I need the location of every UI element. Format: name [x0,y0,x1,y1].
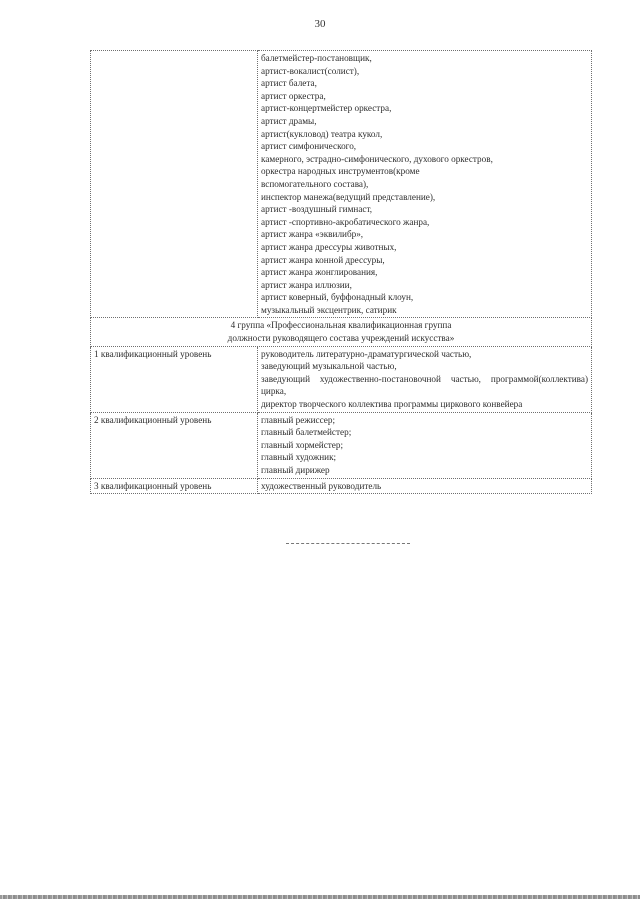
position-item: артист оркестра, [261,90,326,101]
table-row [91,412,592,478]
level-label: 3 квалификационный уровень [91,478,258,494]
positions-cell [258,51,592,318]
position-item: главный художник; [261,452,337,463]
table-row [91,51,592,318]
position-item: артист-вокалист(солист), [261,65,360,76]
position-item: главный дирижер [261,465,330,475]
position-item: главный хормейстер; [261,439,344,450]
position-item: художественный руководитель [261,480,382,491]
position-item: артист драмы, [261,115,317,126]
qualification-table [90,50,592,494]
group-header-row [91,318,592,346]
table-row [91,346,592,412]
group-header [91,318,592,346]
positions-cell [258,346,592,412]
position-item: вспомогательного состава), [261,178,369,189]
positions-cell [258,478,592,494]
position-item: артист симфонического, [261,141,357,152]
position-item: заведующий музыкальной частью, [261,361,397,372]
position-item: главный режиссер; [261,414,336,425]
group-header-line2: должности руководящего состава учреждений искусства» [227,333,455,344]
position-item: артист -воздушный гимнаст, [261,204,373,215]
end-rule [286,543,410,544]
position-item: артист-концертмейстер оркестра, [261,103,392,114]
position-item: руководитель литературно-драматургической частью, [261,348,472,359]
position-item: артист -спортивно-акробатического жанра, [261,216,430,227]
position-item: инспектор манежа(ведущий представление), [261,191,436,202]
position-item: артист жанра дрессуры животных, [261,241,397,252]
position-item: артист(кукловод) театра кукол, [261,128,383,139]
position-item: главный балетмейстер; [261,427,352,438]
position-item: артист жанра иллюзии, [261,279,352,290]
position-item: артист балета, [261,78,317,89]
positions-cell [258,412,592,478]
position-item: камерного, эстрадно-симфонического, духового оркестров, [261,153,493,164]
level-label: 1 квалификационный уровень [91,346,258,412]
page-number: 30 [314,18,326,30]
position-item: директор творческого коллектива программы циркового конвейера [261,399,523,410]
level-cell-empty [91,51,258,318]
table-row [91,478,592,494]
position-item: артист жанра конной дрессуры, [261,254,385,265]
position-item: заведующий художественно-постановочной частью, программой(коллектива) цирка, [261,373,588,397]
position-item: артист коверный, буффонадный клоун, [261,292,414,303]
position-item: артист жанра «эквилибр», [261,229,364,240]
group-header-line1: 4 группа «Профессиональная квалификационная группа [230,320,452,331]
scan-edge [0,895,640,899]
level-label: 2 квалификационный уровень [91,412,258,478]
position-item: оркестра народных инструментов(кроме [261,166,420,177]
position-item: артист жанра жонглирования, [261,267,378,278]
position-item: музыкальный эксцентрик, сатирик [261,304,397,315]
position-item: балетмейстер-постановщик, [261,53,372,63]
